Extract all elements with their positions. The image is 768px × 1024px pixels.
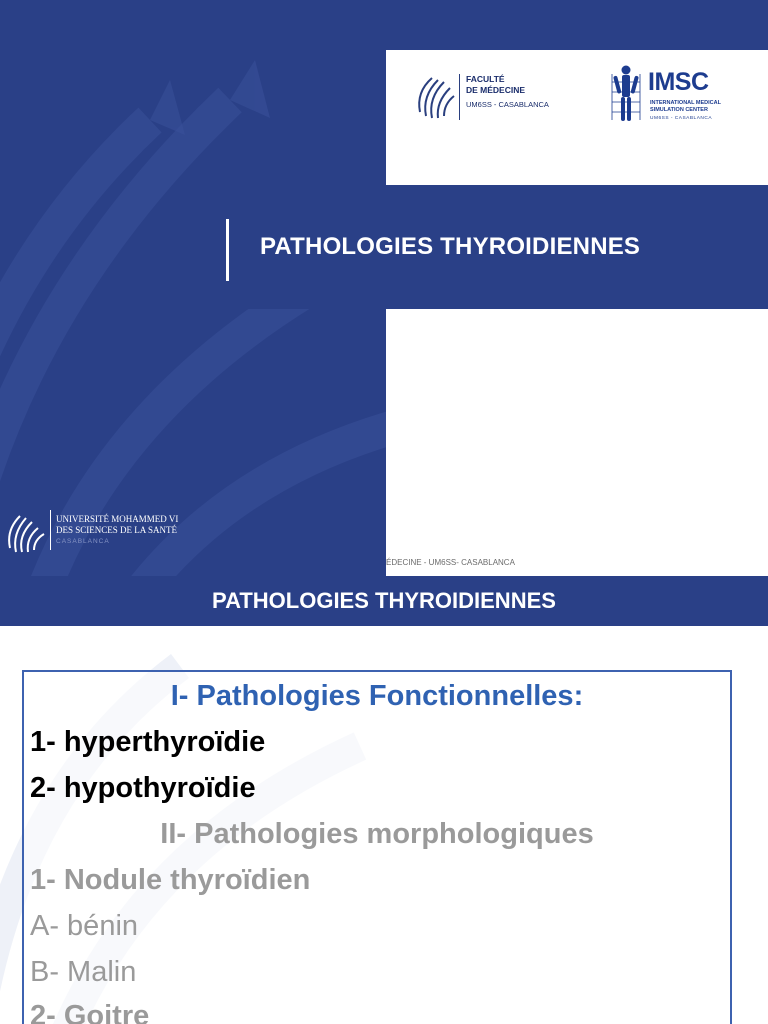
slide-header: [0, 576, 768, 626]
university-name: UNIVERSITÉ MOHAMMED VI DES SCIENCES DE LA SANTÉ: [56, 514, 179, 535]
title-band: [210, 185, 720, 309]
human-figure-icon: [608, 64, 648, 124]
university-logo: [6, 508, 206, 558]
faculty-logo-separator: [459, 74, 460, 120]
slide-title: PATHOLOGIES THYROIDIENNES: [212, 588, 556, 613]
university-emblem-icon: [6, 510, 46, 554]
white-panel: [386, 309, 768, 576]
content-slide: [0, 576, 768, 1024]
list-item-hyperthyroidie: 1- hyperthyroïdie: [30, 726, 266, 758]
list-item-nodule: 1- Nodule thyroïdien: [30, 864, 311, 896]
slide-title: PATHOLOGIES THYROIDIENNES: [260, 233, 641, 260]
university-location: CASABLANCA: [56, 538, 110, 545]
faculty-name: FACULTÉ DE MÉDECINE: [466, 74, 526, 95]
faculty-emblem-icon: [414, 72, 456, 122]
list-subitem-benin: A- bénin: [30, 910, 139, 942]
imsc-location: UM6SS - CASABLANCA: [650, 116, 713, 121]
section-heading-morphological: II- Pathologies morphologiques: [160, 818, 594, 850]
list-item-hypothyroidie: 2- hypothyroïdie: [30, 772, 256, 804]
imsc-wordmark: IMSC: [648, 68, 709, 96]
title-accent-bar: [226, 219, 229, 281]
imsc-full-name: INTERNATIONAL MEDICAL SIMULATION CENTER: [650, 100, 721, 113]
imsc-logo: [608, 64, 728, 126]
content-box: [22, 670, 732, 1024]
logos-panel: [386, 50, 768, 185]
list-item-goitre: 2- Goitre: [30, 1000, 150, 1024]
university-logo-separator: [50, 510, 51, 550]
list-subitem-malin: B- Malin: [30, 956, 137, 988]
section-heading-functional: I- Pathologies Fonctionnelles:: [170, 680, 584, 712]
faculty-logo: [414, 72, 564, 128]
faculty-location: UM6SS - CASABLANCA: [466, 100, 549, 109]
slide-footer: ÉDECINE - UM6SS- CASABLANCA: [386, 558, 515, 567]
